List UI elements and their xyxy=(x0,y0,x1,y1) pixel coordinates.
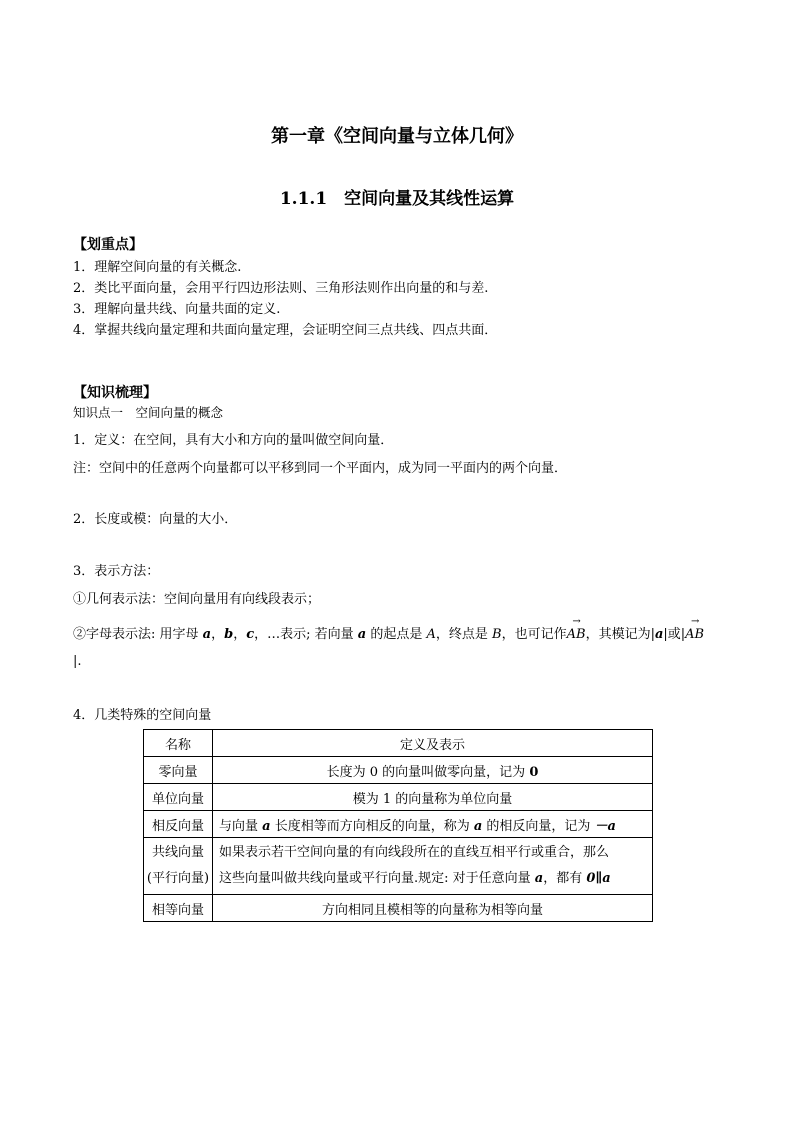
vector-c: c xyxy=(246,627,255,642)
key-point-3: 3．理解向量共线、向量共面的定义. xyxy=(73,302,281,317)
text-fragment: ，也可记作 xyxy=(501,627,567,642)
letter-representation-tail: |. xyxy=(73,654,82,669)
row-definition-line xyxy=(219,866,646,892)
row-definition-line: 如果表示若干空间向量的有向线段所在的直线互相平行或重合，那么 xyxy=(219,845,610,860)
length-line: 2．长度或模：向量的大小． xyxy=(73,512,238,527)
opposite-vector-symbol: －a xyxy=(594,818,616,834)
point-b: B xyxy=(492,627,502,642)
row-name: 零向量 xyxy=(144,757,213,784)
row-name xyxy=(144,838,213,895)
table-row xyxy=(144,757,653,784)
text-fragment: 这些向量叫做共线向量或平行向量.规定: 对于任意向量 xyxy=(219,871,535,886)
text-fragment: 长度为 0 的向量叫做零向量，记为 xyxy=(326,764,530,780)
table-row xyxy=(144,811,653,838)
text-fragment: 的相反向量，记为 xyxy=(482,818,595,834)
parallel-symbol: 0∥a xyxy=(586,871,611,886)
note-line: 注：空间中的任意两个向量都可以平移到同一个平面内，成为同一平面内的两个向量． xyxy=(73,461,568,476)
geometric-representation: ①几何表示法：空间向量用有向线段表示； xyxy=(73,592,321,607)
text-fragment: ，其模记为| xyxy=(585,627,655,642)
vector-a: a xyxy=(473,818,483,834)
vector-a: a xyxy=(654,627,664,642)
row-definition xyxy=(213,811,653,838)
table-row xyxy=(144,838,653,895)
letter-representation xyxy=(73,623,704,642)
row-definition: 方向相同且模相等的向量称为相等向量 xyxy=(213,895,653,922)
text-fragment: ， xyxy=(211,627,225,642)
point-a: A xyxy=(426,627,436,642)
row-name: 相反向量 xyxy=(144,811,213,838)
chapter-title: 第一章《空间向量与立体几何》 xyxy=(271,126,523,147)
text-fragment: 长度相等而方向相反的向量，称为 xyxy=(270,818,474,834)
row-name: 相等向量 xyxy=(144,895,213,922)
vector-ab: → AB xyxy=(567,627,586,642)
key-point-1: 1．理解空间向量的有关概念. xyxy=(73,260,242,275)
vector-b: b xyxy=(224,627,234,642)
vector-a: a xyxy=(357,627,367,642)
knowledge-subheading: 知识点一 空间向量的概念 xyxy=(73,405,224,420)
special-vectors-heading: 4．几类特殊的空间向量 xyxy=(73,708,212,723)
vector-a: a xyxy=(534,871,544,886)
row-name-line: 共线向量 xyxy=(151,845,204,860)
zero-vector-symbol: 0 xyxy=(529,764,539,780)
text-fragment: 的起点是 xyxy=(366,627,427,642)
representation-heading: 3．表示方法： xyxy=(73,564,160,579)
special-vectors-table xyxy=(143,729,653,922)
section-title: 1.1.1 空间向量及其线性运算 xyxy=(279,189,515,209)
row-definition: 模为 1 的向量称为单位向量 xyxy=(213,784,653,811)
knowledge-heading: 【知识梳理】 xyxy=(73,385,157,401)
header-definition: 定义及表示 xyxy=(213,730,653,757)
vector-a: a xyxy=(202,627,212,642)
vector-ab: → AB xyxy=(685,627,704,642)
text-fragment: |或| xyxy=(663,627,686,642)
vector-a: a xyxy=(262,818,271,834)
text-fragment: ②字母表示法: 用字母 xyxy=(73,627,203,642)
row-definition xyxy=(213,757,653,784)
row-name: 单位向量 xyxy=(144,784,213,811)
row-definition xyxy=(213,838,653,895)
table-row xyxy=(144,895,653,922)
header-name: 名称 xyxy=(144,730,213,757)
text-fragment: ，…表示; 若向量 xyxy=(254,627,358,642)
table-row xyxy=(144,784,653,811)
text-fragment: ，都有 xyxy=(543,871,587,886)
key-points-heading: 【划重点】 xyxy=(73,237,143,253)
text-fragment: ，终点是 xyxy=(435,627,493,642)
definition-line: 1．定义：在空间，具有大小和方向的量叫做空间向量． xyxy=(73,433,394,448)
row-name-line: (平行向量) xyxy=(146,871,210,886)
key-point-2: 2．类比平面向量，会用平行四边形法则、三角形法则作出向量的和与差. xyxy=(73,281,489,296)
table-header-row xyxy=(144,730,653,757)
key-point-4: 4．掌握共线向量定理和共面向量定理，会证明空间三点共线、四点共面． xyxy=(73,323,498,338)
text-fragment: 与向量 xyxy=(219,818,263,834)
text-fragment: ， xyxy=(233,627,247,642)
